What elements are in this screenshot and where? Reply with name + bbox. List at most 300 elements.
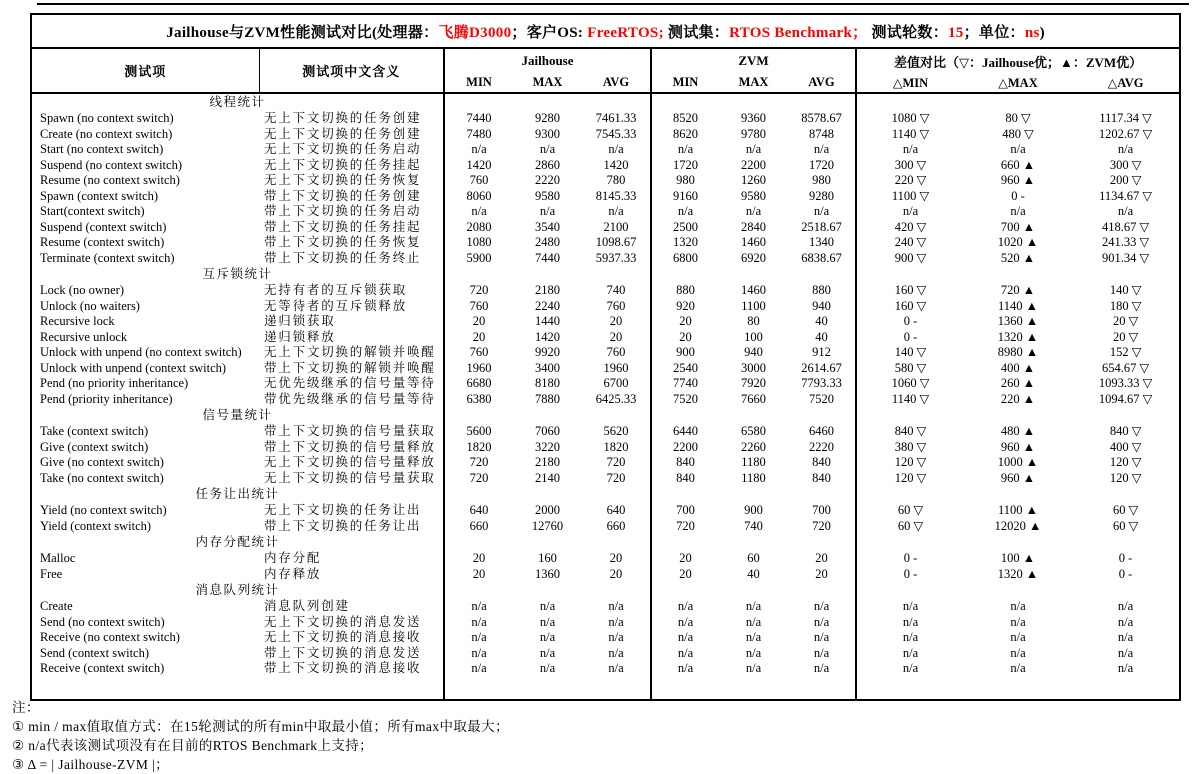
delta-max-cell: 1320 ▲ <box>997 329 1039 344</box>
zvm-avg-cell: n/a <box>813 614 830 629</box>
test-item-meaning-cell: 带上下文切换的任务挂起 <box>264 219 422 234</box>
empty-cell <box>719 486 788 503</box>
test-item-name-cell: Start (no context switch) <box>40 142 164 156</box>
col-header-jailhouse-min: MIN <box>444 73 513 93</box>
table-row <box>31 361 1180 377</box>
jailhouse-min-cell: n/a <box>444 204 513 220</box>
delta-max-cell: 480 ▽ <box>1002 126 1034 141</box>
test-item-name-cell: Unlock (no waiters) <box>40 298 140 313</box>
delta-avg-cell: 0 - <box>1118 551 1133 565</box>
delta-min-cell: n/a <box>856 646 964 662</box>
empty-cell <box>651 93 719 111</box>
col-header-delta-avg: △AVG <box>1072 73 1180 93</box>
delta-avg-cell: 140 ▽ <box>1109 283 1142 297</box>
zvm-max-cell: 900 <box>744 503 763 517</box>
note-line: 注： <box>12 700 40 715</box>
zvm-avg-cell: 700 <box>812 503 831 517</box>
delta-max-cell: 12020 ▲ <box>994 518 1042 533</box>
empty-cell <box>444 582 513 599</box>
jailhouse-avg-cell: 720 <box>606 470 626 485</box>
title-segment: Jailhouse与ZVM性能测试对比(处理器： <box>166 24 439 41</box>
test-item-meaning-cell: 无持有者的互斥锁获取 <box>264 283 408 297</box>
delta-max-cell: n/a <box>1010 661 1026 675</box>
table-row <box>31 455 1180 471</box>
section-title: 互斥锁统计 <box>202 267 273 281</box>
jailhouse-avg-cell: 7545.33 <box>595 126 637 141</box>
delta-min-cell: 140 ▽ <box>856 345 964 361</box>
delta-max-cell: 1100 ▲ <box>997 503 1039 517</box>
test-item-meaning-cell: 无上下文切换的解锁并唤醒 <box>264 345 436 359</box>
zvm-min-cell: 980 <box>651 173 719 189</box>
test-item-meaning-cell: 递归锁获取 <box>264 314 336 328</box>
delta-min-cell: 160 ▽ <box>856 299 964 315</box>
test-item-meaning-cell: 带上下文切换的信号量释放 <box>264 439 436 454</box>
note-line: ② n/a代表该测试项没有在目前的RTOS Benchmark上支持； <box>12 738 374 753</box>
title-segment: ；客户OS: <box>511 24 588 41</box>
jailhouse-max-cell: 2480 <box>535 235 560 249</box>
zvm-min-cell: 20 <box>651 551 719 567</box>
table-row <box>31 376 1180 392</box>
delta-max-cell: 1020 ▲ <box>997 235 1039 249</box>
test-item-meaning-cell: 无上下文切换的任务让出 <box>264 503 422 517</box>
jailhouse-max-cell: 9300 <box>535 126 560 141</box>
empty-cell <box>788 266 856 283</box>
delta-avg-cell: 300 ▽ <box>1109 157 1142 172</box>
delta-min-cell: 240 ▽ <box>856 235 964 251</box>
test-item-meaning-cell: 带上下文切换的任务让出 <box>264 518 422 533</box>
zvm-max-cell: 1260 <box>741 173 766 187</box>
jailhouse-avg-cell: n/a <box>608 645 624 660</box>
empty-cell <box>444 93 513 111</box>
zvm-max-cell: 40 <box>747 566 760 581</box>
test-item-name-cell: Create <box>40 599 73 613</box>
test-item-name-cell: Terminate (context switch) <box>40 250 175 265</box>
benchmark-table <box>30 13 1181 701</box>
delta-min-cell: 0 - <box>856 314 964 330</box>
table-row <box>31 220 1180 236</box>
jailhouse-avg-cell: 780 <box>606 173 626 187</box>
col-header-zvm-min: MIN <box>651 73 719 93</box>
zvm-min-cell: 6800 <box>651 251 719 267</box>
jailhouse-max-cell: 2220 <box>535 173 560 187</box>
test-item-name-cell: Suspend (context switch) <box>40 219 167 234</box>
table-row <box>31 142 1180 158</box>
zvm-min-cell: 900 <box>651 345 719 361</box>
empty-cell <box>582 407 651 424</box>
jailhouse-avg-cell: n/a <box>608 599 624 613</box>
jailhouse-min-cell: 2080 <box>444 220 513 236</box>
zvm-max-cell: 1460 <box>741 235 766 249</box>
delta-avg-cell: n/a <box>1117 630 1134 644</box>
zvm-max-cell: 1180 <box>741 455 766 469</box>
empty-cell <box>1072 534 1180 551</box>
zvm-avg-cell: 9280 <box>809 188 834 203</box>
jailhouse-avg-cell: 20 <box>609 329 623 344</box>
zvm-max-cell: 60 <box>747 551 760 565</box>
empty-cell <box>582 677 651 700</box>
zvm-min-cell: n/a <box>651 646 719 662</box>
test-item-name-cell: Spawn (context switch) <box>40 188 159 203</box>
zvm-max-cell: 740 <box>744 518 763 533</box>
section-title: 任务让出统计 <box>195 487 280 501</box>
zvm-max-cell: 7660 <box>741 391 766 406</box>
zvm-avg-cell: 20 <box>815 566 828 581</box>
zvm-max-cell: 1460 <box>741 283 766 297</box>
zvm-min-cell: n/a <box>651 615 719 631</box>
delta-min-cell: n/a <box>856 204 964 220</box>
delta-min-cell: 1080 ▽ <box>856 111 964 127</box>
zvm-max-cell: n/a <box>745 630 762 644</box>
table-row <box>31 204 1180 220</box>
zvm-min-cell: 1320 <box>651 235 719 251</box>
test-item-meaning-cell: 带上下文切换的消息发送 <box>264 645 422 660</box>
section-header-row <box>31 486 1180 503</box>
jailhouse-avg-cell: 20 <box>609 314 623 328</box>
zvm-min-cell: 20 <box>651 330 719 346</box>
test-item-name-cell: Send (context switch) <box>40 645 150 660</box>
zvm-min-cell: 880 <box>651 283 719 299</box>
empty-cell <box>719 534 788 551</box>
table-row <box>31 158 1180 174</box>
zvm-max-cell: 2260 <box>741 439 766 454</box>
test-item-meaning-cell: 无上下文切换的任务恢复 <box>264 173 422 187</box>
test-item-name-cell: Start(context switch) <box>40 204 145 218</box>
jailhouse-max-cell: 7060 <box>535 424 560 438</box>
zvm-avg-cell: n/a <box>813 661 830 675</box>
test-item-meaning-cell: 带上下文切换的解锁并唤醒 <box>264 360 436 375</box>
zvm-avg-cell: n/a <box>813 630 830 644</box>
zvm-avg-cell: 880 <box>812 283 831 297</box>
empty-cell <box>444 486 513 503</box>
test-item-name-cell: Pend (priority inheritance) <box>40 391 173 406</box>
delta-avg-cell: 20 ▽ <box>1112 329 1139 344</box>
jailhouse-min-cell: 720 <box>444 283 513 299</box>
zvm-min-cell: n/a <box>651 204 719 220</box>
jailhouse-max-cell: 2180 <box>535 455 560 469</box>
jailhouse-avg-cell: n/a <box>608 142 624 156</box>
zvm-max-cell: 9580 <box>741 188 766 203</box>
zvm-min-cell: 6440 <box>651 424 719 440</box>
zvm-min-cell: n/a <box>651 599 719 615</box>
empty-cell <box>582 582 651 599</box>
empty-cell <box>444 266 513 283</box>
delta-max-cell: 480 ▲ <box>1000 424 1036 438</box>
table-row <box>31 646 1180 662</box>
zvm-avg-cell: 720 <box>812 518 831 533</box>
empty-cell <box>582 266 651 283</box>
table-row <box>31 173 1180 189</box>
delta-min-cell: 1100 ▽ <box>856 189 964 205</box>
table-row <box>31 345 1180 361</box>
test-item-meaning-cell: 消息队列创建 <box>264 599 350 613</box>
delta-min-cell: n/a <box>856 630 964 646</box>
delta-min-cell: 0 - <box>856 567 964 583</box>
delta-max-cell: n/a <box>1010 599 1026 613</box>
jailhouse-max-cell: n/a <box>539 204 556 218</box>
delta-max-cell: 260 ▲ <box>1000 376 1036 390</box>
jailhouse-avg-cell: 760 <box>606 345 626 359</box>
zvm-avg-cell: 2518.67 <box>801 219 842 234</box>
zvm-min-cell: 720 <box>651 519 719 535</box>
empty-cell <box>444 534 513 551</box>
zvm-avg-cell: 6838.67 <box>801 250 842 265</box>
jailhouse-max-cell: n/a <box>539 630 556 644</box>
empty-cell <box>513 93 582 111</box>
zvm-max-cell: 6580 <box>741 424 766 438</box>
jailhouse-avg-cell: 5620 <box>603 424 629 438</box>
test-item-name-cell: Receive (context switch) <box>40 661 165 675</box>
empty-cell <box>964 93 1072 111</box>
delta-min-cell: 900 ▽ <box>856 251 964 267</box>
empty-cell <box>856 582 964 599</box>
zvm-min-cell: 8620 <box>651 127 719 143</box>
jailhouse-min-cell: n/a <box>444 142 513 158</box>
test-item-meaning-cell: 无上下文切换的信号量获取 <box>264 470 436 485</box>
delta-min-cell: 120 ▽ <box>856 455 964 471</box>
zvm-max-cell: 9360 <box>741 111 766 125</box>
jailhouse-min-cell: 760 <box>444 173 513 189</box>
delta-avg-cell: n/a <box>1117 204 1134 218</box>
delta-min-cell: 580 ▽ <box>856 361 964 377</box>
jailhouse-max-cell: 1420 <box>535 329 560 344</box>
test-item-meaning-cell: 带上下文切换的任务创建 <box>264 188 422 203</box>
note-line: ③ Δ = | Jailhouse-ZVM |； <box>12 757 170 772</box>
test-item-name-cell: Resume (context switch) <box>40 235 165 249</box>
delta-avg-cell: 152 ▽ <box>1109 345 1142 359</box>
jailhouse-max-cell: n/a <box>539 599 556 613</box>
zvm-avg-cell: 912 <box>812 345 831 359</box>
jailhouse-min-cell: 20 <box>444 330 513 346</box>
test-item-name-cell: Unlock with unpend (no context switch) <box>40 345 242 359</box>
zvm-avg-cell: 940 <box>812 298 831 313</box>
jailhouse-max-cell: n/a <box>539 142 556 156</box>
test-item-name-cell: Send (no context switch) <box>40 614 165 629</box>
empty-cell <box>856 407 964 424</box>
jailhouse-min-cell: n/a <box>444 646 513 662</box>
test-item-meaning-cell: 带上下文切换的任务终止 <box>264 250 422 265</box>
jailhouse-avg-cell: 6700 <box>603 376 629 390</box>
test-item-name-cell: Receive (no context switch) <box>40 630 180 644</box>
jailhouse-max-cell: 1360 <box>535 566 560 581</box>
empty-cell <box>719 266 788 283</box>
zvm-max-cell: 2840 <box>741 219 766 234</box>
jailhouse-min-cell: 7480 <box>444 127 513 143</box>
zvm-max-cell: n/a <box>745 614 762 629</box>
delta-max-cell: n/a <box>1010 204 1026 218</box>
jailhouse-min-cell: 1420 <box>444 158 513 174</box>
zvm-max-cell: 1180 <box>741 470 766 485</box>
empty-cell <box>582 93 651 111</box>
empty-cell <box>651 677 719 700</box>
zvm-avg-cell: 1720 <box>809 157 834 172</box>
test-item-meaning-cell: 无等待者的互斥锁释放 <box>264 298 408 313</box>
empty-cell <box>788 407 856 424</box>
delta-max-cell: n/a <box>1010 614 1026 629</box>
empty-cell <box>259 677 444 700</box>
test-item-meaning-cell: 递归锁释放 <box>264 329 336 344</box>
test-item-meaning-cell: 带优先级继承的信号量等待 <box>264 391 436 406</box>
zvm-max-cell: n/a <box>745 204 762 218</box>
jailhouse-min-cell: n/a <box>444 630 513 646</box>
delta-max-cell: 700 ▲ <box>1000 219 1036 234</box>
zvm-avg-cell: 840 <box>812 470 831 485</box>
zvm-avg-cell: 1340 <box>809 235 834 249</box>
empty-cell <box>651 582 719 599</box>
test-item-meaning-cell: 带上下文切换的信号量获取 <box>264 424 436 438</box>
delta-max-cell: 100 ▲ <box>1000 551 1036 565</box>
delta-min-cell: 1140 ▽ <box>856 127 964 143</box>
jailhouse-avg-cell: 7461.33 <box>595 111 637 125</box>
test-item-name-cell: Free <box>40 566 63 581</box>
jailhouse-min-cell: 5600 <box>444 424 513 440</box>
jailhouse-max-cell: 1440 <box>535 314 560 328</box>
jailhouse-avg-cell: 720 <box>606 455 626 469</box>
table-row <box>31 440 1180 456</box>
jailhouse-min-cell: 1820 <box>444 440 513 456</box>
empty-cell <box>788 486 856 503</box>
empty-cell <box>856 93 964 111</box>
zvm-max-cell: 6920 <box>741 250 766 265</box>
jailhouse-avg-cell: 1420 <box>603 157 629 172</box>
zvm-max-cell: 80 <box>747 314 760 328</box>
delta-max-cell: 660 ▲ <box>1000 157 1036 172</box>
zvm-avg-cell: 6460 <box>809 424 834 438</box>
jailhouse-max-cell: 3400 <box>535 360 560 375</box>
table-row <box>31 283 1180 299</box>
delta-max-cell: n/a <box>1010 645 1026 660</box>
jailhouse-max-cell: 2140 <box>535 470 560 485</box>
jailhouse-min-cell: 640 <box>444 503 513 519</box>
title-segment: 测试集： <box>663 24 730 41</box>
jailhouse-avg-cell: 760 <box>606 298 626 313</box>
zvm-min-cell: n/a <box>651 661 719 677</box>
empty-cell <box>788 582 856 599</box>
zvm-min-cell: 2540 <box>651 361 719 377</box>
jailhouse-avg-cell: 1960 <box>603 360 629 375</box>
jailhouse-max-cell: 2000 <box>535 503 560 517</box>
delta-min-cell: 420 ▽ <box>856 220 964 236</box>
empty-cell <box>582 534 651 551</box>
delta-max-cell: 960 ▲ <box>1000 173 1036 187</box>
empty-cell <box>856 486 964 503</box>
col-header-meaning: 测试项中文含义 <box>259 48 444 93</box>
delta-avg-cell: n/a <box>1117 614 1134 629</box>
zvm-max-cell: 1100 <box>741 298 766 313</box>
jailhouse-min-cell: 760 <box>444 345 513 361</box>
jailhouse-max-cell: 9920 <box>535 345 560 359</box>
empty-cell <box>513 534 582 551</box>
table-row <box>31 471 1180 487</box>
delta-avg-cell: 120 ▽ <box>1109 455 1142 469</box>
section-header-row <box>31 93 1180 111</box>
zvm-min-cell: 2500 <box>651 220 719 236</box>
empty-cell <box>964 582 1072 599</box>
col-header-jailhouse-avg: AVG <box>582 73 651 93</box>
empty-cell <box>1072 582 1180 599</box>
delta-avg-cell: 1202.67 ▽ <box>1098 126 1153 141</box>
jailhouse-max-cell: n/a <box>539 645 556 660</box>
empty-cell <box>513 266 582 283</box>
delta-avg-cell: 901.34 ▽ <box>1102 250 1150 265</box>
test-item-name-cell: Create (no context switch) <box>40 126 173 141</box>
jailhouse-avg-cell: 2100 <box>603 219 629 234</box>
section-header-row <box>31 407 1180 424</box>
zvm-min-cell: 20 <box>651 567 719 583</box>
delta-max-cell: 720 ▲ <box>1000 283 1036 297</box>
table-row <box>31 615 1180 631</box>
empty-cell <box>1072 266 1180 283</box>
jailhouse-min-cell: 6380 <box>444 392 513 408</box>
jailhouse-min-cell: 6680 <box>444 376 513 392</box>
empty-cell <box>1072 93 1180 111</box>
empty-cell <box>31 677 259 700</box>
test-item-name-cell: Give (context switch) <box>40 439 149 454</box>
delta-avg-cell: 20 ▽ <box>1112 314 1139 328</box>
jailhouse-max-cell: 7440 <box>535 250 560 265</box>
empty-cell <box>513 677 582 700</box>
zvm-avg-cell: n/a <box>813 645 830 660</box>
test-item-name-cell: Take (context switch) <box>40 424 149 438</box>
jailhouse-min-cell: 8060 <box>444 189 513 205</box>
jailhouse-min-cell: 660 <box>444 519 513 535</box>
title-segment: RTOS Benchmark； <box>729 24 868 41</box>
empty-cell <box>513 486 582 503</box>
zvm-min-cell: 7520 <box>651 392 719 408</box>
table-row <box>31 630 1180 646</box>
zvm-min-cell: 7740 <box>651 376 719 392</box>
test-item-name-cell: Unlock with unpend (context switch) <box>40 360 227 375</box>
col-header-zvm-avg: AVG <box>788 73 856 93</box>
zvm-avg-cell: n/a <box>813 204 830 218</box>
footnotes <box>12 698 509 774</box>
empty-cell <box>964 677 1072 700</box>
delta-avg-cell: 0 - <box>1118 566 1133 581</box>
zvm-max-cell: 9780 <box>741 126 766 141</box>
zvm-max-cell: 2200 <box>741 157 766 172</box>
empty-cell <box>964 534 1072 551</box>
empty-cell <box>719 407 788 424</box>
zvm-max-cell: 7920 <box>741 376 766 390</box>
jailhouse-min-cell: 7440 <box>444 111 513 127</box>
test-item-meaning-cell: 无上下文切换的任务启动 <box>264 142 422 156</box>
empty-cell <box>964 266 1072 283</box>
test-item-meaning-cell: 无优先级继承的信号量等待 <box>264 376 436 390</box>
jailhouse-min-cell: 20 <box>444 567 513 583</box>
zvm-avg-cell: 840 <box>812 455 831 469</box>
title-segment: FreeRTOS; <box>587 24 664 41</box>
test-item-name-cell: Spawn (no context switch) <box>40 111 174 125</box>
empty-cell <box>651 486 719 503</box>
jailhouse-max-cell: 9580 <box>535 188 560 203</box>
col-header-delta-min: △MIN <box>856 73 964 93</box>
jailhouse-avg-cell: n/a <box>608 661 624 675</box>
empty-cell <box>582 486 651 503</box>
title-segment: 15 <box>948 24 964 41</box>
jailhouse-avg-cell: n/a <box>608 614 624 629</box>
jailhouse-max-cell: 3540 <box>535 219 560 234</box>
zvm-avg-cell: 40 <box>815 329 828 344</box>
delta-avg-cell: n/a <box>1117 661 1134 675</box>
test-item-name-cell: Yield (context switch) <box>40 518 152 533</box>
header-group-row <box>31 48 1180 73</box>
zvm-max-cell: n/a <box>745 645 762 660</box>
zvm-avg-cell: 2220 <box>809 439 834 454</box>
zvm-avg-cell: 7520 <box>809 391 834 406</box>
zvm-max-cell: n/a <box>745 142 762 156</box>
jailhouse-max-cell: 7880 <box>535 391 560 406</box>
zvm-min-cell: 920 <box>651 299 719 315</box>
bottom-spacer-row <box>31 677 1180 700</box>
